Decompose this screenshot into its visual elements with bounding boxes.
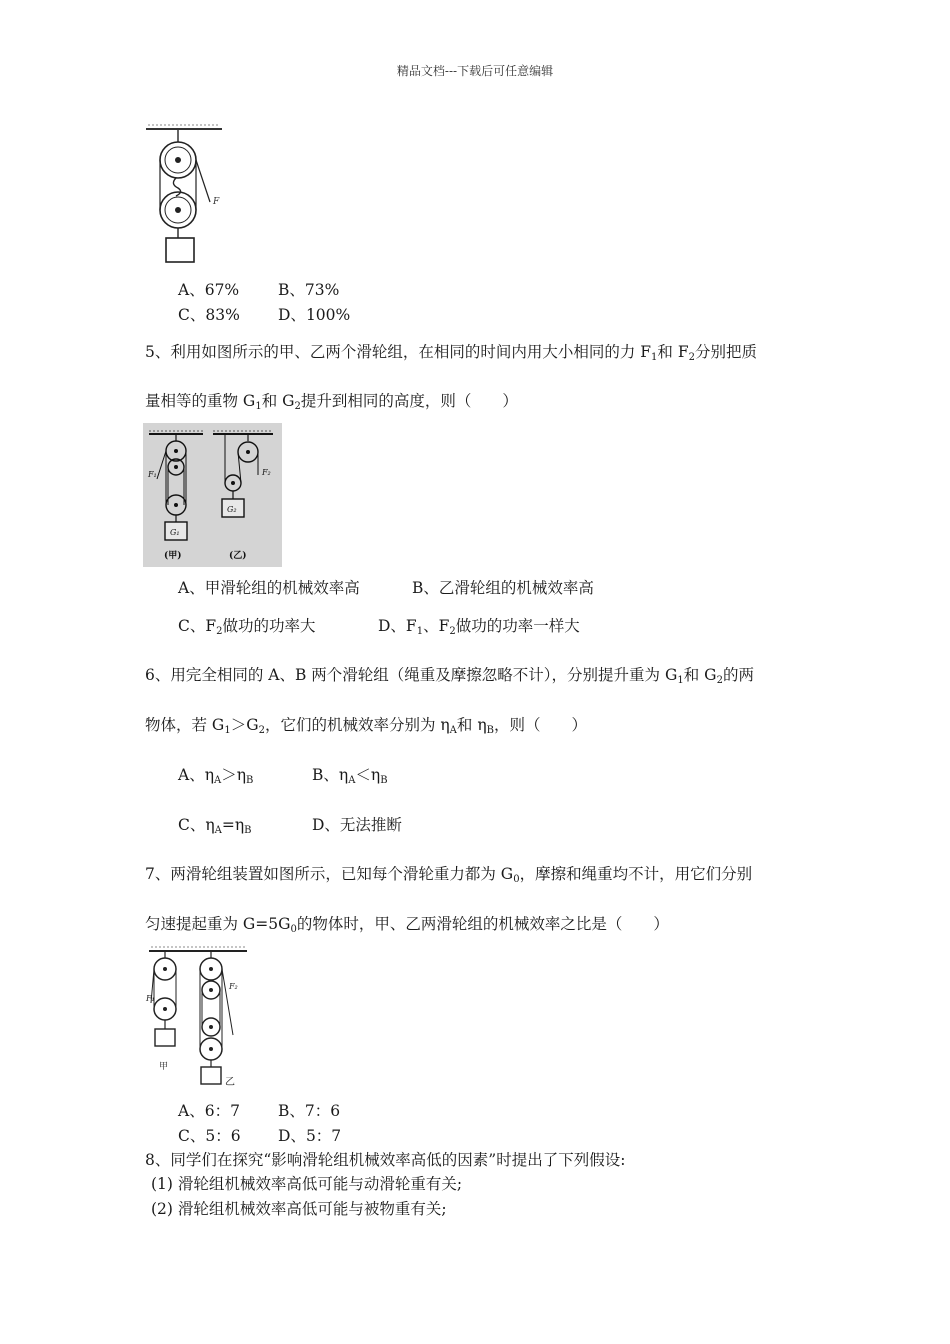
q5-pulley-figure xyxy=(143,423,282,567)
q5-option-d[interactable]: D、$F_1$、$F_2$做功的功率一样大 xyxy=(378,617,580,637)
q7-option-a[interactable]: A、6：7 xyxy=(178,1102,240,1120)
q5-option-a[interactable]: A、甲滑轮组的机械效率高 xyxy=(178,579,360,597)
q4-option-d[interactable] xyxy=(278,305,350,325)
q4-pulley-figure xyxy=(140,122,240,267)
q6-stem-line2: 物体，若 $G_1>G_2$，它们的机械效率分别为 $\eta_A$和 $\eta_B$，则（ ） xyxy=(145,716,587,736)
q7-label-jia: 甲 xyxy=(159,1062,169,1072)
page-header: 精品文档---下载后可任意编辑 xyxy=(396,64,554,78)
q7-stem-line1: 7、两滑轮组装置如图所示，已知每个滑轮重力都为 $G_0$，摩擦和绳重均不计，用它们分别 xyxy=(145,865,753,885)
q7-option-c[interactable]: C、5：6 xyxy=(178,1127,241,1145)
q7-option-b[interactable]: B、7：6 xyxy=(278,1102,341,1120)
q5-f2-label: F₂ xyxy=(262,468,271,477)
q5-stem-line2: 量相等的重物 $G_1$和 $G_2$提升到相同的高度，则（ ） xyxy=(145,392,518,412)
option-key: C、 xyxy=(178,306,206,324)
q7-label-yi: 乙 xyxy=(225,1077,235,1088)
option-text: 100% xyxy=(305,306,351,324)
q5-option-c[interactable]: C、$F_2$做功的功率大 xyxy=(178,617,316,637)
q6-option-c[interactable]: C、$\eta_A=\eta_B$ xyxy=(178,816,252,836)
option-key: D、 xyxy=(278,306,306,324)
q7-f1-label: F₁ xyxy=(146,994,155,1003)
q8-stem: 8、同学们在探究“影响滑轮组机械效率高低的因素”时提出了下列假设: xyxy=(145,1151,626,1169)
option-key: B、 xyxy=(278,281,305,299)
q7-f2-label: F₂ xyxy=(229,982,238,991)
q4-option-c[interactable] xyxy=(178,305,240,325)
option-text: 83% xyxy=(205,306,240,324)
q8-hypothesis-2: (2) 滑轮组机械效率高低可能与被物重有关; xyxy=(151,1200,447,1218)
q7-pulley-figure xyxy=(143,945,253,1095)
option-text: 73% xyxy=(304,281,340,299)
q8-hypothesis-1: (1) 滑轮组机械效率高低可能与动滑轮重有关; xyxy=(151,1175,463,1193)
q6-option-a[interactable]: A、$\eta_A>\eta_B$ xyxy=(178,766,254,786)
q5-label-yi: (乙) xyxy=(229,551,247,561)
q5-stem-line1: 5、利用如图所示的甲、乙两个滑轮组，在相同的时间内用大小相同的力 $F_1$和 $F_2$分别把质 xyxy=(145,343,757,363)
q7-stem-line2: 匀速提起重为 $G=5G_0$的物体时，甲、乙两滑轮组的机械效率之比是（ ） xyxy=(145,915,669,935)
q4-option-a[interactable] xyxy=(178,280,239,300)
q7-option-d[interactable]: D、5：7 xyxy=(278,1127,342,1145)
option-text: 67% xyxy=(204,281,240,299)
q5-f1-label: F₁ xyxy=(148,470,157,479)
q6-option-d[interactable]: D、无法推断 xyxy=(312,816,402,834)
q5-option-b[interactable]: B、乙滑轮组的机械效率高 xyxy=(412,579,594,597)
option-key: A、 xyxy=(178,281,205,299)
q5-g2-label: G₂ xyxy=(227,505,237,514)
q5-g1-label: G₁ xyxy=(170,528,180,537)
q6-stem-line1: 6、用完全相同的 A、B 两个滑轮组（绳重及摩擦忽略不计），分别提升重为 $G_1$和 $G_2$的两 xyxy=(145,666,754,686)
q4-option-b[interactable] xyxy=(278,280,339,300)
q4-force-label: F xyxy=(213,197,220,207)
q5-label-jia: (甲) xyxy=(164,551,182,561)
q6-option-b[interactable]: B、$\eta_A<\eta_B$ xyxy=(312,766,388,786)
